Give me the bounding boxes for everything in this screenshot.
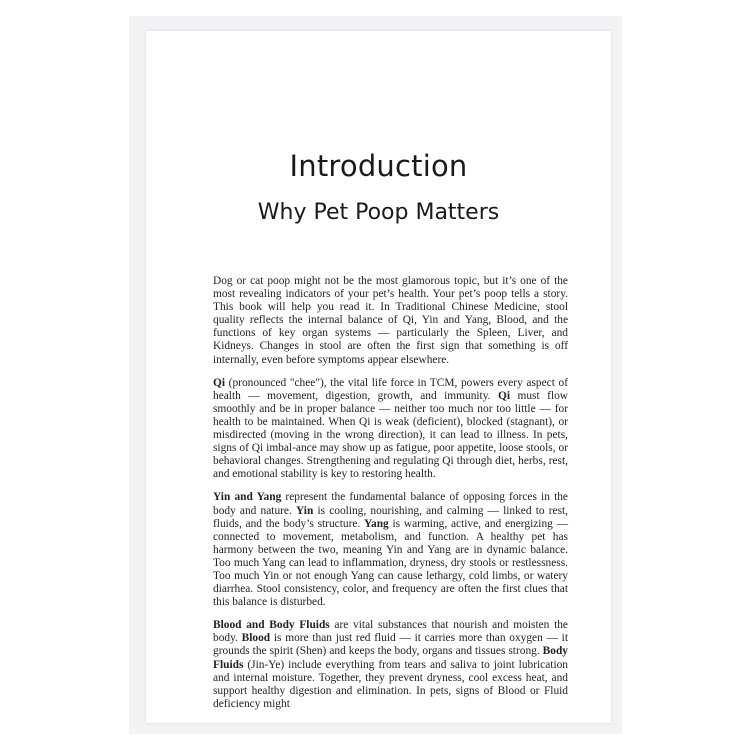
paragraph-intro <box>213 275 568 367</box>
paragraph-blood-fluids <box>213 619 568 711</box>
page-subtitle: Why Pet Poop Matters <box>257 200 500 225</box>
term-blood-and-body-fluids: Blood and Body Fluids <box>213 619 330 632</box>
text-run: is more than just red fluid — it carries more than oxygen — it grounds the spirit (Shen) and keeps the body, organs and tissues strong. <box>213 632 568 658</box>
text-run: represent the fundamental balance of opposing forces in the body and nature. <box>213 491 568 517</box>
page-title: Introduction <box>289 149 468 183</box>
text-run: Dog or cat poop might not be the most glamorous topic, but it’s one of the most revealing indicators of your pet’s health. Your pet’s poop tells a story. This book will help you read it. In Traditional Chinese Medicine, stool quality reflects the internal balance of Qi, Yin and Yang, Blood, and the functions of key organ systems — particularly the Spleen, Liver, and Kidneys. Changes in stool are often the first sign that something is off internally, even before symptoms appear elsewhere. <box>213 275 568 366</box>
text-run: are vital substances that nourish and moisten the body. <box>213 619 568 645</box>
term-qi: Qi <box>213 376 226 389</box>
text-run: must flow smoothly and be in proper balance — neither too much nor too little — for health to be maintained. When Qi is weak (deficient), blocked (stagnant), or misdirected (moving in the wrong direction), it can lead to illness. In pets, signs of Qi imbal-ance may show up as fatigue, poor appetite, loose stools, or behavioral changes. Strengthening and regulating Qi through diet, herbs, rest, and emotional stability is key to restoring health. <box>213 389 568 481</box>
text-run: (Jin-Ye) include everything from tears and saliva to joint lubrication and internal moisture. Together, they prevent dryness, cool excess heat, and support healthy digestion and elimination. In pets, signs of Blood or Fluid deficiency might <box>213 658 568 710</box>
term-yin: Yin <box>296 504 314 517</box>
term-body-fluids: Body Fluids <box>213 645 568 671</box>
text-run: (pronounced "chee"), the vital life force in TCM, powers every aspect of health — movement, digestion, growth, and immunity. <box>213 376 568 402</box>
term-blood: Blood <box>241 632 271 645</box>
paragraph-yin-yang <box>213 491 568 609</box>
paragraph-qi <box>213 377 568 482</box>
body-text <box>213 275 568 721</box>
book-page <box>146 31 611 723</box>
term-yang: Yang <box>364 517 389 530</box>
text-run: is warming, active, and energizing — connected to movement, metabolism, and function. A healthy pet has harmony between the two, meaning Yin and Yang are in dynamic balance. Too much Yang can lead to inflammation, dryness, dry stools or restlessness. Too much Yin or not enough Yang can cause lethargy, cold limbs, or watery diarrhea. Stool consistency, color, and frequency are often the first clues that this balance is disturbed. <box>213 517 568 609</box>
term-yin-and-yang: Yin and Yang <box>213 491 282 504</box>
text-run: is cooling, nourishing, and calming — linked to rest, fluids, and the body’s structure. <box>213 504 569 530</box>
term-qi: Qi <box>498 389 511 402</box>
